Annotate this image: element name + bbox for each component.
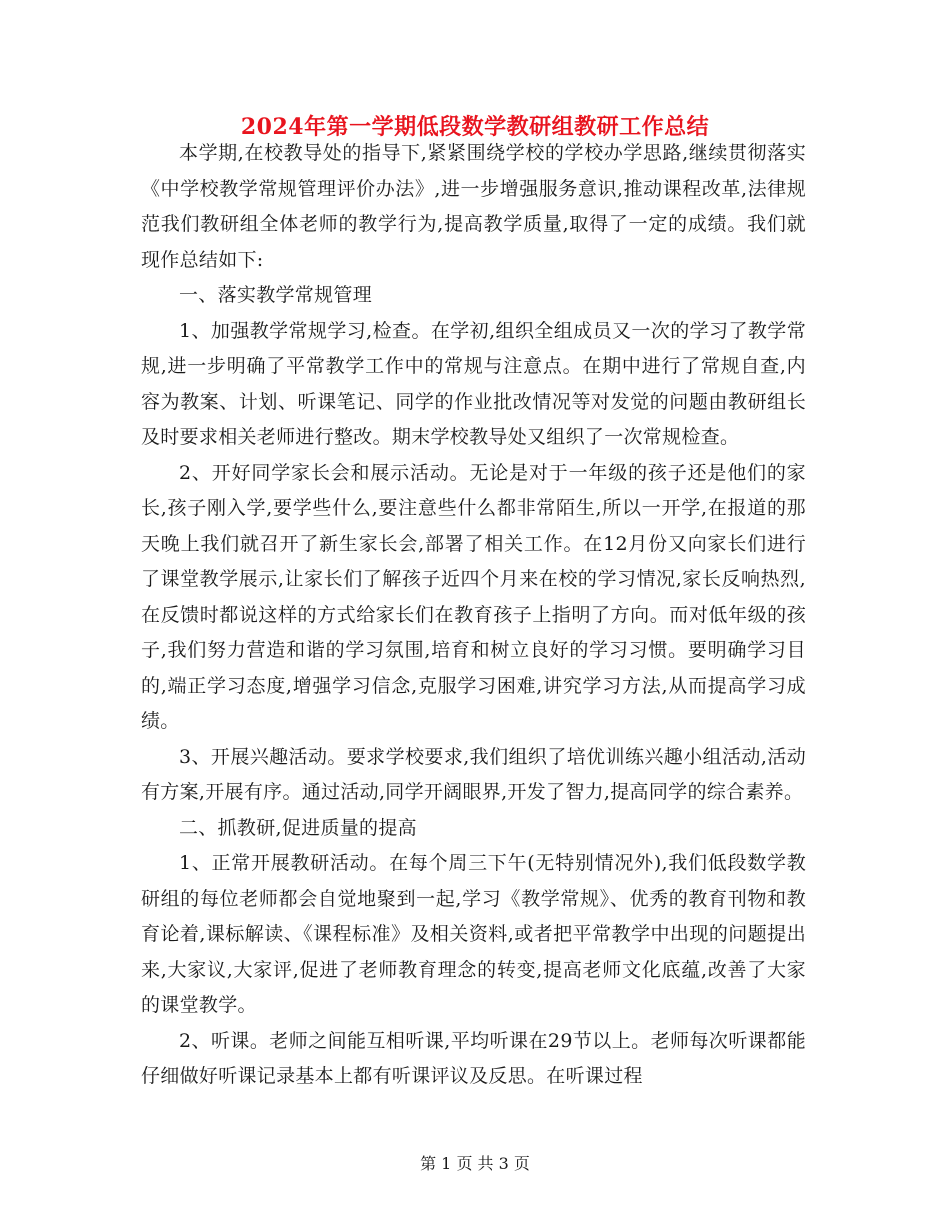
paragraph-2-1: 1、正常开展教研活动。在每个周三下午(无特别情况外),我们低段数学教研组的每位老师都会自觉地聚到一起,学习《教学常规》、优秀的教育刊物和教育论着,课标解读、《课程标准》及相关资料,或者把平常教学中出现的问题提出来,大家议,大家评,促进了老师教育理念的转变,提高老师文化底蕴,改善了大家的课堂教学。 [141, 852, 806, 1016]
paragraph-2-2: 2、听课。老师之间能互相听课,平均听课在29节以上。老师每次听课都能仔细做好听课记录基本上都有听课评议及反思。在听课过程 [141, 1029, 806, 1087]
section-heading-2: 二、抓教研,促进质量的提高 [179, 816, 417, 839]
paragraph-1-1: 1、加强教学常规学习,检查。在学初,组织全组成员又一次的学习了教学常规,进一步明确了平常教学工作中的常规与注意点。在期中进行了常规自查,内容为教案、计划、听课笔记、同学的作业批改情况等对发觉的问题由教研组长及时要求相关老师进行整改。期末学校教导处又组织了一次常规检查。 [141, 319, 806, 448]
document-body [141, 136, 806, 1095]
paragraph-1-3: 3、开展兴趣活动。要求学校要求,我们组织了培优训练兴趣小组活动,活动有方案,开展有序。通过活动,同学开阔眼界,开发了智力,提高同学的综合素养。 [141, 745, 806, 803]
page-number-footer: 第 1 页 共 3 页 [420, 1154, 530, 1173]
section-heading-1: 一、落实教学常规管理 [179, 284, 373, 306]
document-title: 2024年第一学期低段数学教研组教研工作总结 [240, 114, 710, 140]
paragraph-1-2: 2、开好同学家长会和展示活动。无论是对于一年级的孩子还是他们的家长,孩子刚入学,要学些什么,要注意些什么都非常陌生,所以一开学,在报道的那天晚上我们就召开了新生家长会,部署了相关工作。在12月份又向家长们进行了课堂教学展示,让家长们了解孩子近四个月来在校的学习情况,家长反响热烈,在反馈时都说这样的方式给家长们在教育孩子上指明了方向。而对低年级的孩子,我们努力营造和谐的学习氛围,培育和树立良好的学习习惯。要明确学习目的,端正学习态度,增强学习信念,克服学习困难,讲究学习方法,从而提高学习成绩。 [141, 461, 806, 732]
intro-paragraph: 本学期,在校教导处的指导下,紧紧围绕学校的学校办学思路,继续贯彻落实《中学校教学常规管理评价办法》,进一步增强服务意识,推动课程改革,法律规范我们教研组全体老师的教学行为,提高教学质量,取得了一定的成绩。我们就现作总结如下: [141, 142, 806, 271]
